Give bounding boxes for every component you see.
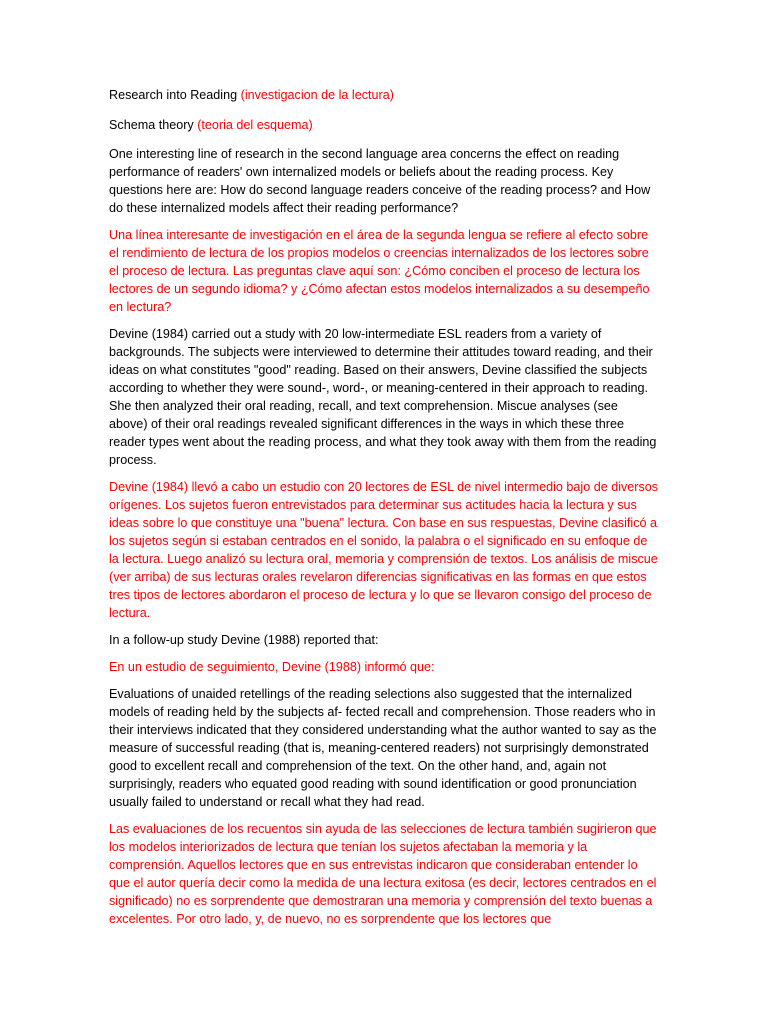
heading-spanish: (teoria del esquema): [197, 118, 313, 132]
paragraph-english: Evaluations of unaided retellings of the reading selections also suggested that the internalized models of reading held by the subjects af- fected recall and comprehension. Those readers who in their interviews indicated that they considered understanding what the author wanted to say as the measure of successful reading (that is, meaning-centered readers) not surprisingly demonstrated good to excellent recall and comprehension of the text. On the other hand, and, again not surprisingly, readers who equated good reading with sound identification or good pronunciation usually failed to understand or recall what they had read.: [109, 687, 657, 809]
paragraph-spanish: Devine (1984) llevó a cabo un estudio con 20 lectores de ESL de nivel intermedio bajo de diversos orígenes. Los sujetos fueron entrevistados para determinar sus actitudes hacia la lectura y sus ideas sobre lo que constituye una "buena" lectura. Con base en sus respuestas, Devine clasificó a los sujetos según si estaban centrados en el sonido, la palabra o el significado en su enfoque de la lectura. Luego analizó su lectura oral, memoria y comprensión de textos. Los análisis de miscue (ver arriba) de sus lecturas orales revelaron diferencias significativas en las formas en que estos tres tipos de lectores abordaron el proceso de lectura y lo que se llevaron consigo del proceso de lectura.: [109, 480, 659, 620]
paragraph-spanish: En un estudio de seguimiento, Devine (1988) informó que:: [109, 660, 435, 674]
paragraph-english: In a follow-up study Devine (1988) reported that:: [109, 633, 379, 647]
document-body: [109, 86, 659, 937]
paragraph-english: One interesting line of research in the second language area concerns the effect on reading performance of readers' own internalized models or beliefs about the reading process. Key questions here are: How do second language readers conceive of the reading process? and How do these internalized models affect their reading performance?: [109, 147, 651, 215]
paragraph-spanish: Las evaluaciones de los recuentos sin ayuda de las selecciones de lectura también sugirieron que los modelos interiorizados de lectura que tenían los sujetos afectaban la memoria y la comprensión. Aquellos lectores que en sus entrevistas indicaron que consideraban entender lo que el autor quería decir como la medida de una lectura exitosa (es decir, lectores centrados en el significado) no es sorprendente que demostraran una memoria y comprensión del texto buenas a excelentes. Por otro lado, y, de nuevo, no es sorprendente que los lectores que: [109, 822, 657, 926]
heading-spanish: (investigacion de la lectura): [240, 88, 394, 102]
paragraph-spanish: Una línea interesante de investigación en el área de la segunda lengua se refiere al efecto sobre el rendimiento de lectura de los propios modelos o creencias internalizados de los lectores sobre el proceso de lectura. Las preguntas clave aquí son: ¿Cómo conciben el proceso de lectura los lectores de un segundo idioma? y ¿Cómo afectan estos modelos internalizados a su desempeño en lectura?: [109, 228, 650, 314]
section-heading-schema: [109, 116, 659, 134]
paragraph-english: Devine (1984) carried out a study with 20 low-intermediate ESL readers from a variety of backgrounds. The subjects were interviewed to determine their attitudes toward reading, and their ideas on what constitutes "good" reading. Based on their answers, Devine classified the subjects according to whether they were sound-, word-, or meaning-centered in their approach to reading. She then analyzed their oral reading, recall, and text comprehension. Miscue analyses (see above) of their oral readings revealed significant differences in the ways in which these three reader types went about the reading process, and what they took away with them from the reading process.: [109, 327, 657, 467]
heading-english: Research into Reading: [109, 88, 238, 102]
heading-english: Schema theory: [109, 118, 194, 132]
section-heading-research: [109, 86, 659, 104]
